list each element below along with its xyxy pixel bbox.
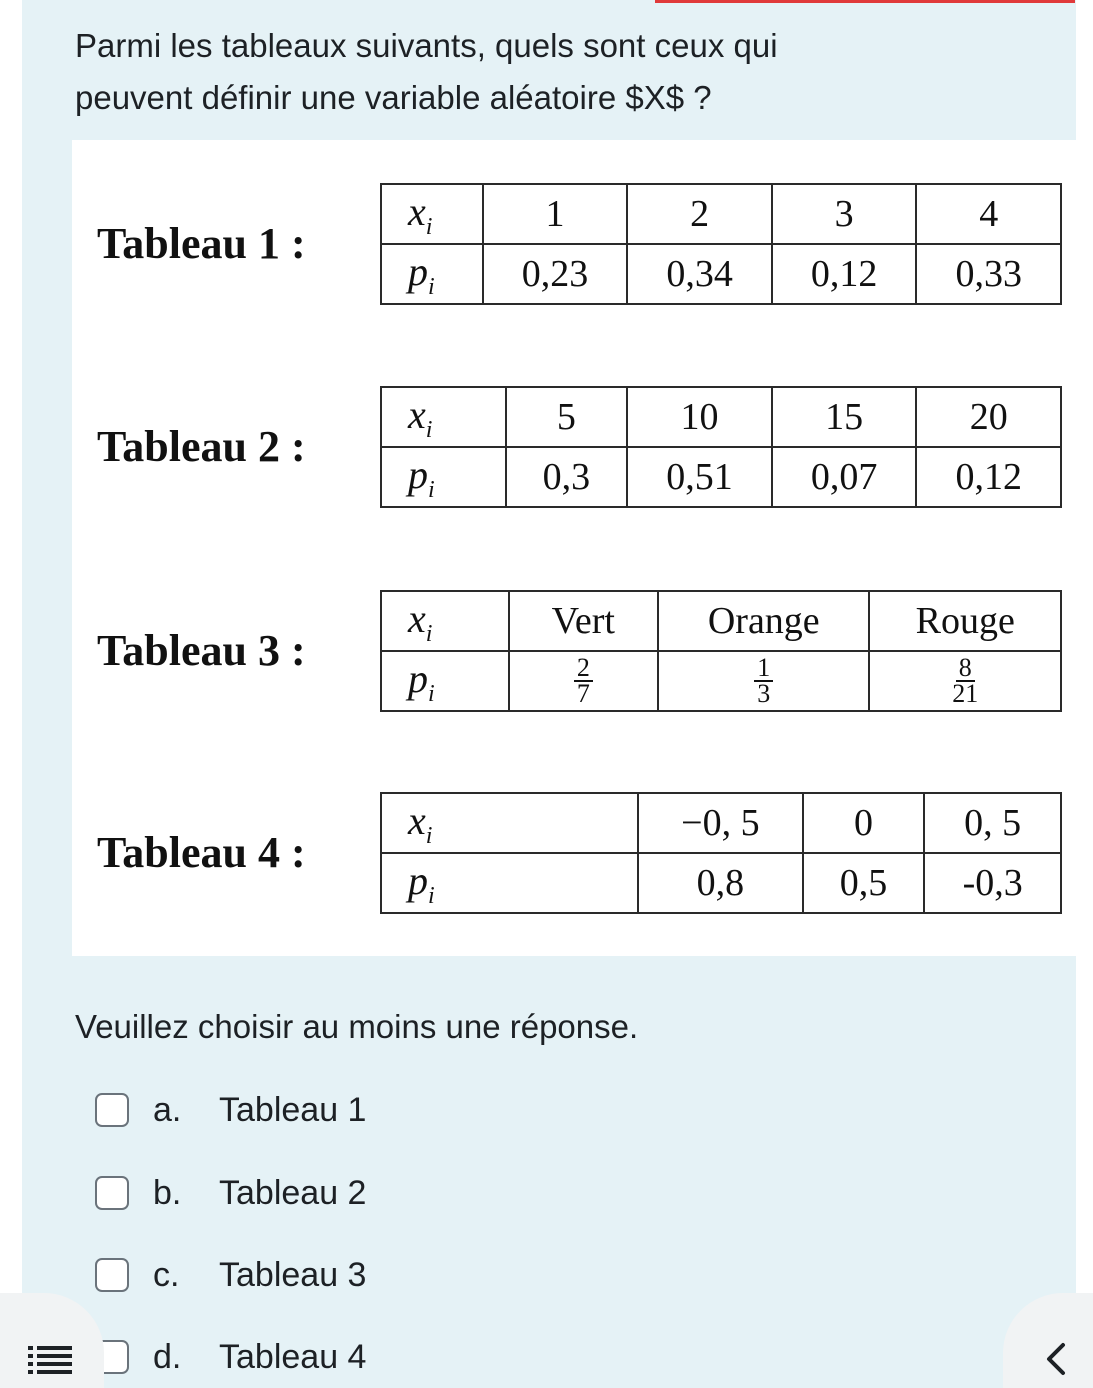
table-cell: Rouge [869, 591, 1061, 651]
option-c[interactable] [95, 1250, 366, 1300]
table-3 [97, 590, 1062, 712]
page-left-border [0, 0, 23, 1388]
table-row [381, 591, 1061, 651]
fraction: $\frac{2}{7}$ [574, 656, 593, 706]
table-cell: 0,8 [638, 853, 803, 913]
table-cell: 1 [483, 184, 628, 244]
table-cell: 10 [627, 387, 772, 447]
table-2 [97, 386, 1062, 508]
table-cell: 15 [772, 387, 917, 447]
table-cell: 0,5 [803, 853, 925, 913]
table-cell: 0,3 [506, 447, 628, 507]
table-cell: −0, 5 [638, 793, 803, 853]
fraction: $\frac{1}{3}$ [754, 656, 773, 706]
row-header-x: $x_i$ [381, 591, 509, 651]
table-row [381, 447, 1061, 507]
answer-prompt: Veuillez choisir au moins une réponse. [75, 1008, 639, 1045]
table-cell: 0 [803, 793, 925, 853]
option-d[interactable] [95, 1332, 366, 1382]
option-letter: a. [153, 1090, 182, 1129]
table-cell: 0,33 [916, 244, 1061, 304]
chevron-left-icon [1043, 1341, 1071, 1377]
table-row [381, 853, 1061, 913]
checkbox-a[interactable] [95, 1093, 129, 1127]
tables-image [72, 140, 1076, 956]
table-cell: 4 [916, 184, 1061, 244]
table-1 [97, 183, 1062, 305]
option-label[interactable]: Tableau 1 [219, 1090, 367, 1129]
row-header-x: $x_i$ [381, 387, 506, 447]
row-header-p: $p_i$ [381, 853, 638, 913]
fraction: $\frac{8}{21}$ [952, 653, 979, 709]
row-header-x: $x_i$ [381, 793, 638, 853]
option-label[interactable]: Tableau 2 [219, 1173, 367, 1212]
option-a[interactable] [95, 1085, 366, 1135]
table-row [381, 387, 1061, 447]
table-cell: 20 [916, 387, 1061, 447]
row-header-p: $p_i$ [381, 244, 483, 304]
table-cell: 0,07 [772, 447, 917, 507]
table-cell: 2 [627, 184, 772, 244]
table-row [381, 793, 1061, 853]
table-3-grid [380, 590, 1062, 712]
option-label[interactable]: Tableau 3 [219, 1255, 367, 1294]
table-1-grid [380, 183, 1062, 305]
table-cell: 0,51 [627, 447, 772, 507]
option-label[interactable]: Tableau 4 [219, 1337, 367, 1376]
table-cell: 0, 5 [924, 793, 1061, 853]
table-cell: 0,34 [627, 244, 772, 304]
table-4-grid [380, 792, 1062, 914]
option-b[interactable] [95, 1168, 366, 1218]
table-row [381, 184, 1061, 244]
table-cell: -0,3 [924, 853, 1061, 913]
table-row [381, 244, 1061, 304]
table-4 [97, 792, 1062, 914]
header-accent-line [655, 0, 1075, 3]
table-3-label: Tableau 3 : [97, 626, 306, 675]
table-1-label: Tableau 1 : [97, 219, 306, 268]
row-header-x: $x_i$ [381, 184, 483, 244]
question-line-1: Parmi les tableaux suivants, quels sont ceux qui [75, 27, 778, 64]
table-cell: 0,12 [916, 447, 1061, 507]
checkbox-b[interactable] [95, 1176, 129, 1210]
option-letter: c. [153, 1255, 180, 1294]
question-line-2: peuvent définir une variable aléatoire $X$ ? [75, 79, 712, 116]
table-2-label: Tableau 2 : [97, 422, 306, 471]
table-cell: 0,23 [483, 244, 628, 304]
table-cell: 5 [506, 387, 628, 447]
table-2-grid [380, 386, 1062, 508]
option-letter: b. [153, 1173, 182, 1212]
table-cell: 3 [772, 184, 917, 244]
table-cell [658, 651, 869, 711]
table-cell [869, 651, 1061, 711]
table-cell: Orange [658, 591, 869, 651]
table-cell [509, 651, 659, 711]
table-row [381, 651, 1061, 711]
table-cell: Vert [509, 591, 659, 651]
checkbox-c[interactable] [95, 1258, 129, 1292]
row-header-p: $p_i$ [381, 447, 506, 507]
table-cell: 0,12 [772, 244, 917, 304]
list-icon [28, 1345, 72, 1375]
question-text [75, 20, 1055, 124]
table-4-label: Tableau 4 : [97, 828, 306, 877]
row-header-p: $p_i$ [381, 651, 509, 711]
option-letter: d. [153, 1337, 182, 1376]
